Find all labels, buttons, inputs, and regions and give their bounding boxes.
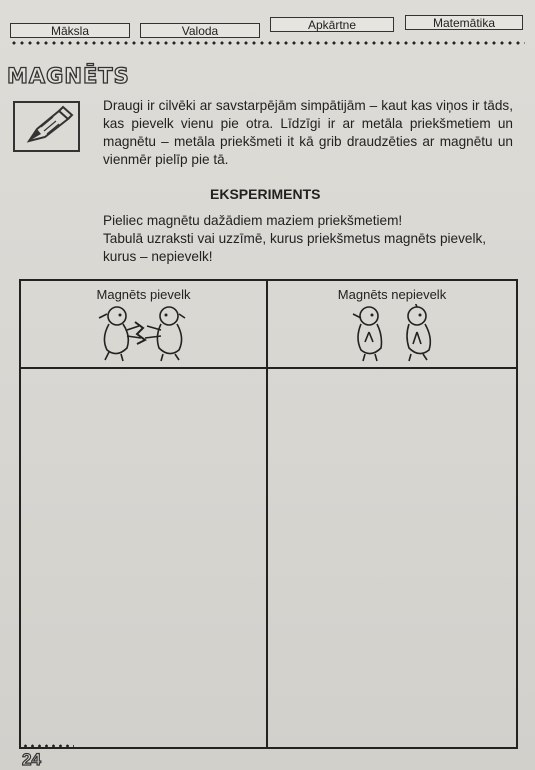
page-title: MAGNĒTS [7,64,130,88]
answer-cell-not-attracts[interactable] [268,369,516,747]
section-heading: EKSPERIMENTS [210,186,321,202]
pencil-icon [13,101,80,152]
instruction-line-1: Pieliec magnētu dažādiem maziem priekšmetiem! [103,213,403,228]
instruction-text [103,212,523,266]
tab-maksla[interactable]: Māksla [10,23,130,38]
tab-valoda[interactable]: Valoda [140,23,260,38]
answer-cell-attracts[interactable] [21,369,266,747]
tab-matematika[interactable]: Matemātika [405,15,523,30]
hugging-figures-icon [89,304,199,369]
column-header-not-attracts: Magnēts nepievelk [337,287,447,302]
column-header-attracts: Magnēts pievelk [96,287,191,302]
page-number: 24 [22,750,41,769]
dotted-divider [10,41,525,45]
intro-text: Draugi ir cilvēki ar savstarpējām simpātijām – kaut kas viņos ir tāds, kas pievelk vienu pie otra. Līdzīgi ir ar metāla priekšmetiem un magnētu – metāla priekšmeti it kā grib draudzēties ar magnētu un vienmēr pielīp pie tā. [103,98,513,167]
instruction-line-2: Tabulā uzraksti vai uzzīmē, kurus priekšmetus magnēts pievelk, kurus – nepievelk! [103,231,487,264]
tab-apkartne[interactable]: Apkārtne [270,17,394,32]
page-number-dots [22,744,74,748]
standing-apart-figures-icon [351,304,441,369]
answer-table [19,279,518,749]
